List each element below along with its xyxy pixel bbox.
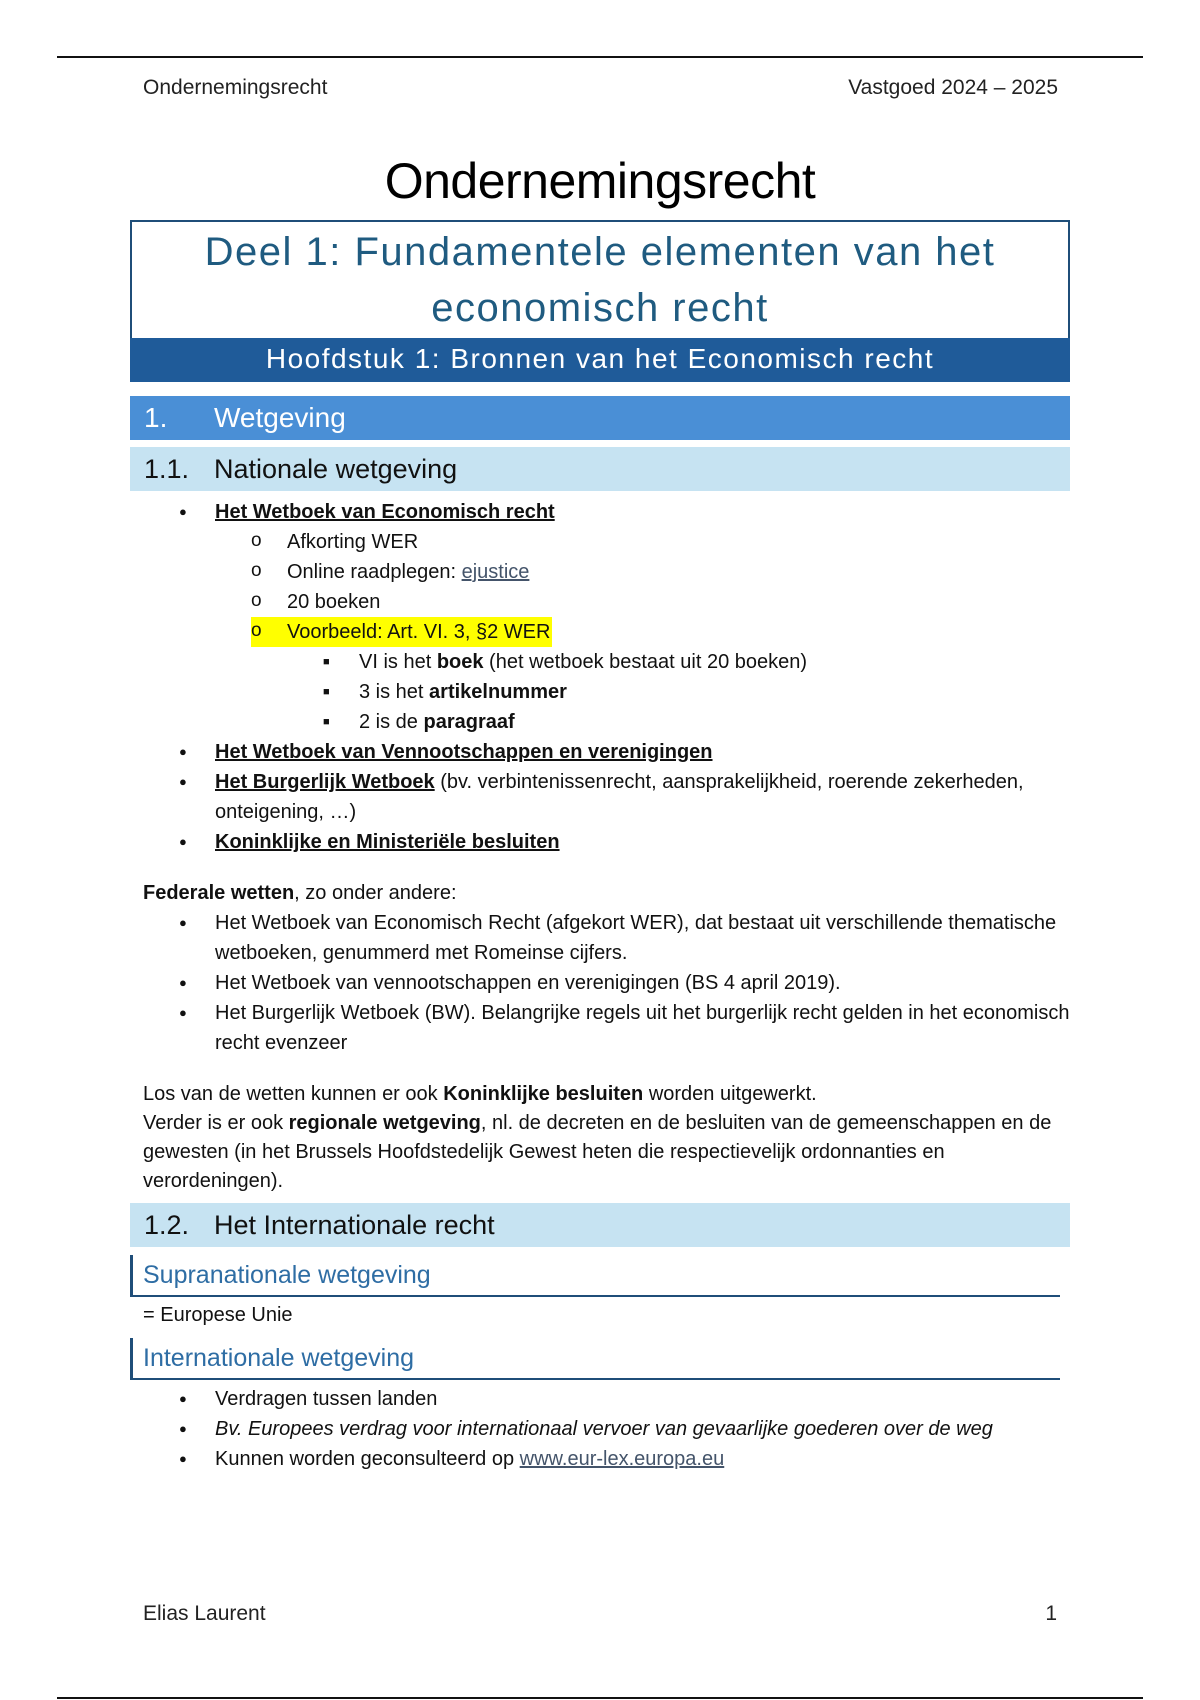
chapter-title: Hoofdstuk 1: Bronnen van het Economisch recht xyxy=(130,338,1070,382)
list-item xyxy=(287,557,1070,587)
voorbeeld-sublist xyxy=(287,647,1070,737)
federal-intro xyxy=(130,879,1070,908)
footer-author: Elias Laurent xyxy=(143,1602,266,1625)
text: VI is het xyxy=(359,651,437,673)
list-item xyxy=(359,647,1070,677)
list-item xyxy=(215,1444,1070,1474)
international-list xyxy=(130,1384,1070,1474)
list-item: o 20 boeken xyxy=(287,587,1070,617)
text: worden uitgewerkt. xyxy=(643,1083,817,1105)
section-number: 1.2. xyxy=(144,1210,190,1240)
top-rule xyxy=(57,56,1143,58)
bold-text: Koninklijke besluiten xyxy=(443,1083,644,1105)
supranational-text: = Europese Unie xyxy=(143,1304,293,1326)
bold-text: paragraaf xyxy=(423,711,515,733)
highlighted-example: Voorbeeld: Art. VI. 3, §2 WER xyxy=(251,617,552,647)
wvv-title: Het Wetboek van Vennootschappen en verenigingen xyxy=(215,741,713,763)
text: Los van de wetten kunnen er ook xyxy=(143,1083,444,1105)
bottom-rule xyxy=(57,1697,1143,1699)
list-item-voorbeeld xyxy=(287,617,1070,737)
bw-description: (bv. verbintenissenrecht, aansprakelijkheid, roerende zekerheden, onteigening, …) xyxy=(215,771,1024,823)
list-item-bw xyxy=(215,767,1070,827)
ejustice-link[interactable]: ejustice xyxy=(461,561,530,583)
wer-title: Het Wetboek van Economisch recht xyxy=(215,501,555,523)
section-number: 1. xyxy=(144,402,168,433)
list-item: ● Het Wetboek van vennootschappen en verenigingen (BS 4 april 2019). xyxy=(215,968,1070,998)
text: , zo onder andere: xyxy=(294,882,457,904)
header-left: Ondernemingsrecht xyxy=(143,76,328,99)
list-item xyxy=(215,1414,1070,1444)
part-title: Deel 1: Fundamentele elementen van het economisch recht xyxy=(130,220,1070,338)
section-label: Nationale wetgeving xyxy=(214,454,458,484)
document-title: Ondernemingsrecht xyxy=(384,153,816,209)
section-heading-1-1 xyxy=(130,447,1070,491)
section-heading-1-2 xyxy=(130,1203,1070,1247)
text: Kunnen worden geconsulteerd op xyxy=(215,1448,520,1470)
list-item xyxy=(359,707,1070,737)
list-item: ● Het Burgerlijk Wetboek (BW). Belangrijke regels uit het burgerlijk recht gelden in het economisch recht evenzeer xyxy=(215,998,1070,1058)
list-item-wvv xyxy=(215,737,1070,767)
national-law-list xyxy=(130,497,1070,857)
list-item: ● Het Wetboek van Economisch Recht (afgekort WER), dat bestaat uit verschillende thematische wetboeken, genummerd met Romeinse cijfers. xyxy=(215,908,1070,968)
list-item: ● Verdragen tussen landen xyxy=(215,1384,1070,1414)
page-number: 1 xyxy=(1045,1602,1057,1625)
text: 3 is het xyxy=(359,681,430,703)
list-item: o Afkorting WER xyxy=(287,527,1070,557)
section-heading-1 xyxy=(130,396,1070,440)
header-right: Vastgoed 2024 – 2025 xyxy=(848,76,1058,99)
supranational-heading: Supranationale wetgeving xyxy=(130,1255,1060,1297)
bold-text: artikelnummer xyxy=(429,681,567,703)
bold-text: boek xyxy=(436,651,484,673)
international-heading: Internationale wetgeving xyxy=(130,1338,1060,1380)
list-item-kb xyxy=(215,827,1070,857)
list-item-wer xyxy=(215,497,1070,737)
section-label: Wetgeving xyxy=(214,402,346,433)
bw-title: Het Burgerlijk Wetboek xyxy=(215,771,435,793)
text: , nl. de decreten en de besluiten van de gemeenschappen en de gewesten (in het Brussels Hoofdstedelijk Gewest heten die respectievelijk ordonnanties en verordeningen). xyxy=(143,1112,1052,1192)
section-number: 1.1. xyxy=(144,454,190,484)
federal-list xyxy=(130,908,1070,1058)
regional-paragraph xyxy=(130,1080,1070,1196)
text: (het wetboek bestaat uit 20 boeken) xyxy=(483,651,808,673)
section-label: Het Internationale recht xyxy=(214,1210,495,1240)
text: 2 is de xyxy=(359,711,424,733)
bold-text: regionale wetgeving xyxy=(288,1112,481,1134)
page-content xyxy=(130,140,1070,1474)
wer-sublist xyxy=(215,527,1070,737)
kb-title: Koninklijke en Ministeriële besluiten xyxy=(215,831,560,853)
online-prefix: Online raadplegen: xyxy=(287,561,462,583)
text: Verder is er ook xyxy=(143,1112,289,1134)
list-item xyxy=(359,677,1070,707)
bold-text: Federale wetten xyxy=(143,882,295,904)
italic-text: Bv. Europees verdrag voor internationaal vervoer van gevaarlijke goederen over de weg xyxy=(215,1418,993,1440)
eur-lex-link[interactable]: www.eur-lex.europa.eu xyxy=(519,1448,725,1470)
